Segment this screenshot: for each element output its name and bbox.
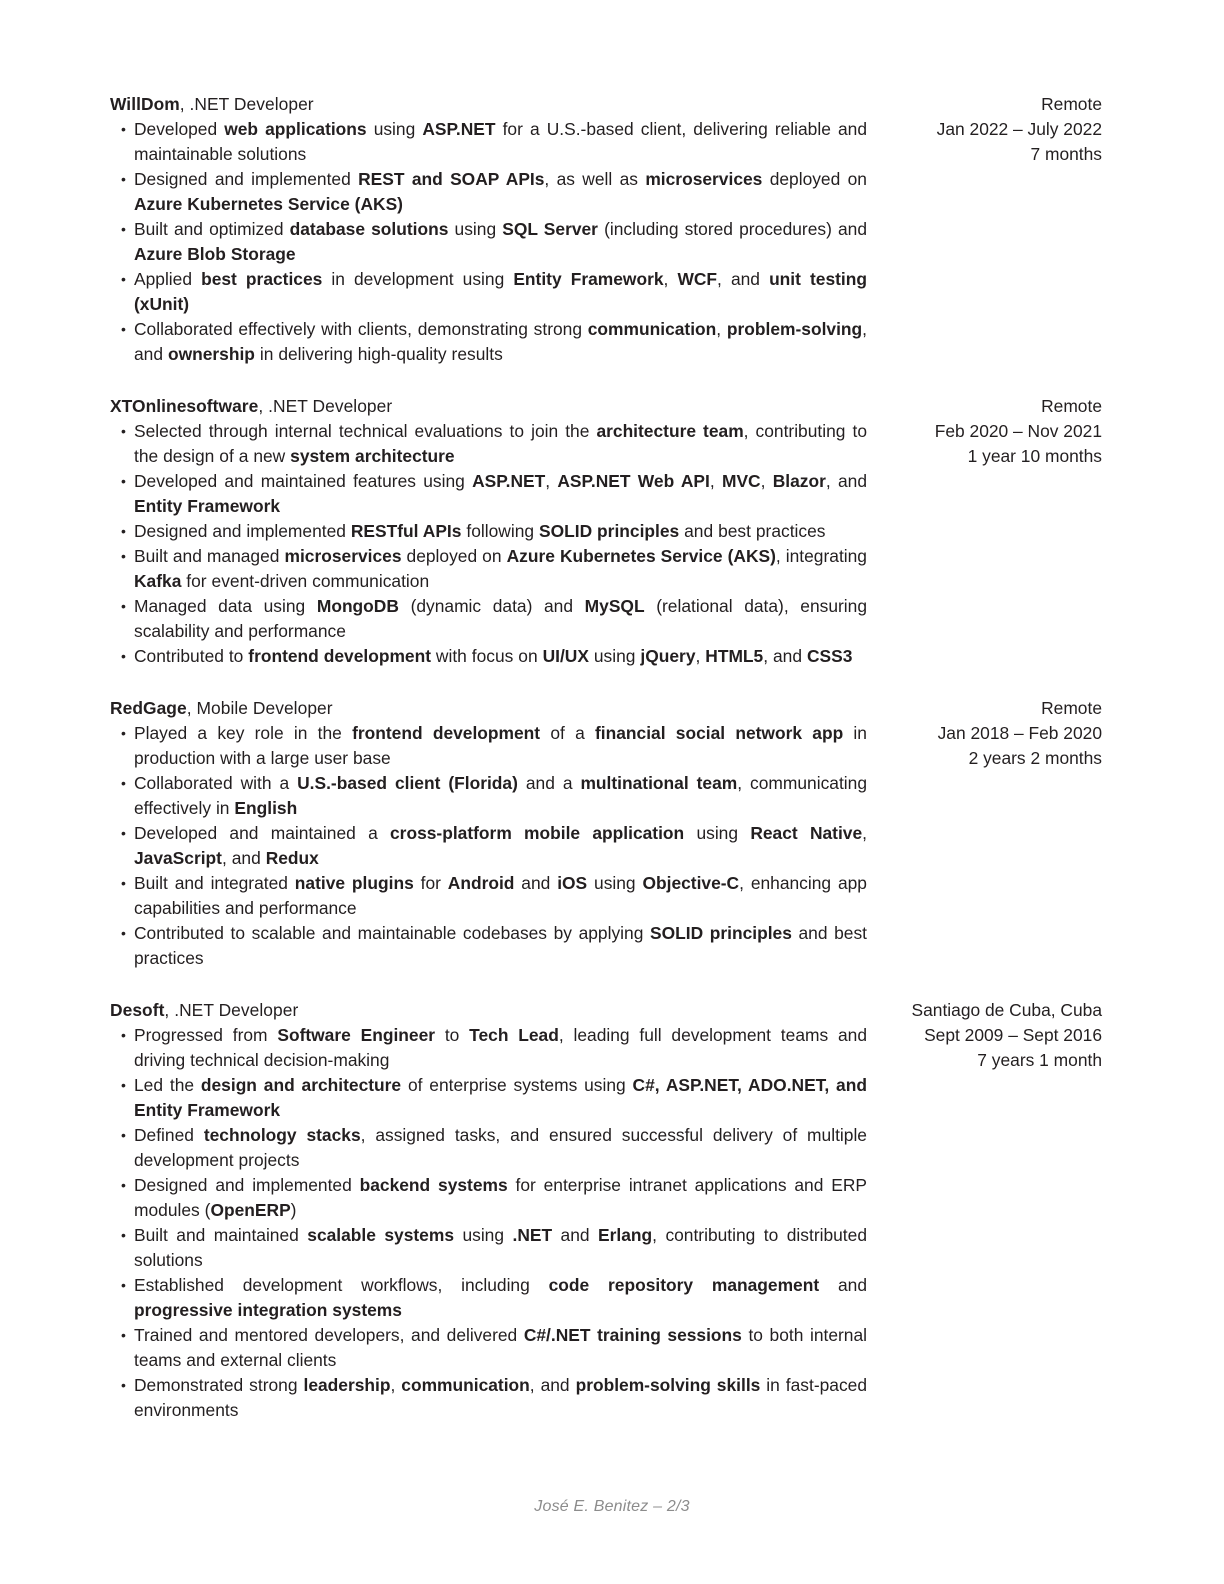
- highlight-text: C#/.NET training sessions: [523, 1325, 742, 1345]
- body-text: Demonstrated strong: [134, 1375, 304, 1395]
- body-text: ,: [862, 823, 867, 843]
- responsibility-item: [110, 167, 867, 217]
- responsibility-item: [110, 469, 867, 519]
- job-duration: 2 years 2 months: [968, 748, 1102, 768]
- company-role-separator: ,: [186, 698, 197, 718]
- body-text: to: [435, 1025, 470, 1045]
- highlight-text: MVC: [721, 471, 761, 491]
- highlight-text: problem-solving: [726, 319, 863, 339]
- highlight-text: Entity Framework: [513, 269, 664, 289]
- highlight-text: technology stacks: [203, 1125, 361, 1145]
- body-text: Defined: [134, 1125, 204, 1145]
- body-text: deployed on: [762, 169, 867, 189]
- highlight-text: REST and SOAP APIs: [358, 169, 545, 189]
- company-role-separator: ,: [179, 94, 190, 114]
- responsibility-item: [110, 217, 867, 267]
- highlight-text: Entity Framework: [134, 496, 281, 516]
- body-text: and best practices: [134, 923, 868, 968]
- responsibility-item: [110, 594, 867, 644]
- highlight-text: MySQL: [584, 596, 645, 616]
- body-text: , and: [717, 269, 770, 289]
- body-text: Built and maintained: [134, 1225, 308, 1245]
- responsibility-item: [110, 921, 867, 971]
- job-title: .NET Developer: [268, 396, 393, 416]
- body-text: ,: [760, 471, 773, 491]
- responsibility-item: [110, 721, 867, 771]
- body-text: in fast-paced environments: [134, 1375, 867, 1420]
- highlight-text: progressive integration systems: [134, 1300, 402, 1320]
- body-text: Built and managed: [134, 546, 285, 566]
- highlight-text: SOLID principles: [650, 923, 792, 943]
- responsibility-item: [110, 871, 867, 921]
- highlight-text: microservices: [645, 169, 763, 189]
- highlight-text: Azure Blob Storage: [134, 244, 296, 264]
- responsibility-item: [110, 771, 867, 821]
- highlight-text: frontend development: [352, 723, 541, 743]
- highlight-text: C#, ASP.NET, ADO.NET, and Entity Framework: [134, 1075, 867, 1120]
- experience-section: [110, 92, 1102, 1423]
- experience-meta: [802, 998, 1102, 1073]
- body-text: in production with a large user base: [134, 723, 867, 768]
- body-text: Played a key role in the: [134, 723, 353, 743]
- company-role-separator: ,: [258, 396, 269, 416]
- company-role-heading: [110, 394, 867, 419]
- body-text: (including stored procedures) and: [597, 219, 867, 239]
- body-text: of a: [540, 723, 596, 743]
- responsibility-item: [110, 1173, 867, 1223]
- body-text: ): [290, 1200, 297, 1220]
- job-location: Remote: [1041, 698, 1102, 718]
- body-text: Developed and maintained a: [134, 823, 391, 843]
- experience-meta: [802, 394, 1102, 469]
- highlight-text: Kafka: [134, 571, 182, 591]
- highlight-text: React Native: [750, 823, 863, 843]
- highlight-text: database solutions: [289, 219, 449, 239]
- body-text: Managed data using: [134, 596, 317, 616]
- highlight-text: Blazor: [772, 471, 826, 491]
- highlight-text: jQuery: [640, 646, 696, 666]
- job-title: .NET Developer: [189, 94, 314, 114]
- highlight-text: frontend development: [248, 646, 431, 666]
- job-title: Mobile Developer: [196, 698, 333, 718]
- job-date-range: Feb 2020 – Nov 2021: [934, 421, 1102, 441]
- body-text: Established development workflows, including: [134, 1275, 549, 1295]
- body-text: in delivering high-quality results: [254, 344, 503, 364]
- highlight-text: problem-solving skills: [575, 1375, 761, 1395]
- responsibility-item: [110, 1073, 867, 1123]
- body-text: , and: [529, 1375, 576, 1395]
- highlight-text: Objective-C: [642, 873, 740, 893]
- highlight-text: U.S.-based client (Florida): [297, 773, 518, 793]
- highlight-text: code repository management: [548, 1275, 820, 1295]
- body-text: and a: [517, 773, 581, 793]
- responsibility-item: [110, 544, 867, 594]
- highlight-text: ownership: [167, 344, 255, 364]
- company-name: WillDom: [110, 94, 180, 114]
- body-text: , communicating effectively in: [134, 773, 867, 818]
- highlight-text: SQL Server: [502, 219, 598, 239]
- body-text: Designed and implemented: [134, 521, 351, 541]
- job-duration: 7 months: [1030, 144, 1102, 164]
- body-text: for enterprise intranet applications and ERP modules (: [134, 1175, 867, 1220]
- experience-entry-body: [110, 394, 867, 669]
- body-text: Designed and implemented: [134, 169, 359, 189]
- highlight-text: .NET: [512, 1225, 553, 1245]
- body-text: Progressed from: [134, 1025, 278, 1045]
- company-role-heading: [110, 696, 867, 721]
- body-text: Contributed to scalable and maintainable codebases by applying: [134, 923, 650, 943]
- job-location: Santiago de Cuba, Cuba: [911, 1000, 1102, 1020]
- highlight-text: Tech Lead: [469, 1025, 559, 1045]
- highlight-text: JavaScript: [134, 848, 222, 868]
- body-text: , and: [825, 471, 868, 491]
- highlight-text: CSS3: [806, 646, 853, 666]
- responsibility-list: [110, 1023, 867, 1423]
- highlight-text: WCF: [677, 269, 718, 289]
- highlight-text: ASP.NET Web API: [557, 471, 710, 491]
- body-text: , and: [763, 646, 807, 666]
- company-role-heading: [110, 92, 867, 117]
- job-date-range: Sept 2009 – Sept 2016: [924, 1025, 1102, 1045]
- highlight-text: design and architecture: [200, 1075, 402, 1095]
- body-text: ,: [390, 1375, 402, 1395]
- body-text: ,: [545, 471, 558, 491]
- highlight-text: Azure Kubernetes Service (AKS): [134, 194, 403, 214]
- responsibility-item: [110, 1373, 867, 1423]
- highlight-text: communication: [401, 1375, 530, 1395]
- job-date-range: Jan 2018 – Feb 2020: [937, 723, 1102, 743]
- responsibility-item: [110, 1223, 867, 1273]
- responsibility-item: [110, 1023, 867, 1073]
- highlight-text: iOS: [557, 873, 588, 893]
- experience-entry: [110, 92, 1102, 367]
- body-text: and: [819, 1275, 867, 1295]
- highlight-text: SOLID principles: [538, 521, 680, 541]
- company-role-separator: ,: [164, 1000, 175, 1020]
- body-text: ,: [716, 319, 727, 339]
- highlight-text: unit testing (xUnit): [134, 269, 868, 314]
- body-text: , as well as: [544, 169, 646, 189]
- body-text: following: [461, 521, 539, 541]
- highlight-text: Android: [447, 873, 515, 893]
- company-role-heading: [110, 998, 867, 1023]
- job-duration: 1 year 10 months: [967, 446, 1102, 466]
- body-text: for: [413, 873, 448, 893]
- body-text: for event-driven communication: [181, 571, 430, 591]
- highlight-text: web applications: [224, 119, 367, 139]
- highlight-text: OpenERP: [210, 1200, 291, 1220]
- highlight-text: native plugins: [294, 873, 414, 893]
- highlight-text: UI/UX: [542, 646, 589, 666]
- body-text: Developed: [134, 119, 225, 139]
- highlight-text: Software Engineer: [277, 1025, 436, 1045]
- highlight-text: Erlang: [598, 1225, 653, 1245]
- body-text: with focus on: [431, 646, 543, 666]
- highlight-text: architecture team: [596, 421, 744, 441]
- body-text: Developed and maintained features using: [134, 471, 473, 491]
- responsibility-item: [110, 821, 867, 871]
- responsibility-item: [110, 519, 867, 544]
- body-text: , assigned tasks, and ensured successful delivery of multiple development projects: [134, 1125, 867, 1170]
- highlight-text: ASP.NET: [422, 119, 496, 139]
- highlight-text: backend systems: [359, 1175, 508, 1195]
- experience-entry: [110, 394, 1102, 669]
- body-text: , integrating: [775, 546, 867, 566]
- body-text: Led the: [134, 1075, 201, 1095]
- body-text: (relational data), ensuring scalability and performance: [134, 596, 868, 641]
- body-text: , contributing to the design of a new: [134, 421, 867, 466]
- responsibility-list: [110, 721, 867, 971]
- responsibility-item: [110, 644, 867, 669]
- responsibility-item: [110, 1273, 867, 1323]
- highlight-text: leadership: [303, 1375, 391, 1395]
- responsibility-item: [110, 419, 867, 469]
- job-duration: 7 years 1 month: [977, 1050, 1102, 1070]
- responsibility-item: [110, 117, 867, 167]
- body-text: using: [684, 823, 751, 843]
- highlight-text: microservices: [284, 546, 402, 566]
- body-text: ,: [663, 269, 678, 289]
- body-text: Trained and mentored developers, and delivered: [134, 1325, 524, 1345]
- responsibility-item: [110, 267, 867, 317]
- body-text: using: [448, 219, 503, 239]
- highlight-text: scalable systems: [307, 1225, 454, 1245]
- highlight-text: Azure Kubernetes Service (AKS): [506, 546, 776, 566]
- body-text: using: [587, 873, 643, 893]
- job-title: .NET Developer: [174, 1000, 299, 1020]
- job-location: Remote: [1041, 396, 1102, 416]
- body-text: in development using: [322, 269, 514, 289]
- experience-entry: [110, 696, 1102, 971]
- body-text: , and: [134, 319, 867, 364]
- highlight-text: HTML5: [705, 646, 764, 666]
- experience-entry-body: [110, 92, 867, 367]
- highlight-text: communication: [587, 319, 717, 339]
- body-text: deployed on: [401, 546, 507, 566]
- highlight-text: English: [234, 798, 298, 818]
- responsibility-item: [110, 317, 867, 367]
- body-text: of enterprise systems using: [401, 1075, 633, 1095]
- highlight-text: best practices: [201, 269, 323, 289]
- responsibility-list: [110, 419, 867, 669]
- body-text: Selected through internal technical evaluations to join the: [134, 421, 597, 441]
- body-text: and: [552, 1225, 599, 1245]
- body-text: , contributing to distributed solutions: [134, 1225, 867, 1270]
- body-text: (dynamic data) and: [398, 596, 585, 616]
- highlight-text: system architecture: [290, 446, 455, 466]
- body-text: for a U.S.-based client, delivering reliable and maintainable solutions: [134, 119, 867, 164]
- highlight-text: financial social network app: [595, 723, 844, 743]
- body-text: Collaborated effectively with clients, demonstrating strong: [134, 319, 588, 339]
- experience-entry-body: [110, 998, 867, 1423]
- page-footer: José E. Benitez – 2/3: [534, 1498, 690, 1515]
- company-name: Desoft: [110, 1000, 165, 1020]
- body-text: ,: [709, 471, 722, 491]
- body-text: using: [454, 1225, 513, 1245]
- body-text: , and: [221, 848, 266, 868]
- body-text: Built and integrated: [134, 873, 295, 893]
- body-text: and: [514, 873, 558, 893]
- company-name: RedGage: [110, 698, 187, 718]
- highlight-text: cross-platform mobile application: [390, 823, 685, 843]
- body-text: Designed and implemented: [134, 1175, 360, 1195]
- responsibility-list: [110, 117, 867, 367]
- experience-meta: [802, 92, 1102, 167]
- body-text: and best practices: [679, 521, 826, 541]
- body-text: Built and optimized: [134, 219, 290, 239]
- body-text: using: [366, 119, 423, 139]
- highlight-text: MongoDB: [316, 596, 399, 616]
- body-text: , leading full development teams and driving technical decision-making: [134, 1025, 867, 1070]
- highlight-text: ASP.NET: [472, 471, 546, 491]
- experience-entry: [110, 998, 1102, 1423]
- body-text: using: [588, 646, 641, 666]
- highlight-text: Redux: [265, 848, 319, 868]
- body-text: Applied: [134, 269, 202, 289]
- body-text: ,: [695, 646, 706, 666]
- responsibility-item: [110, 1123, 867, 1173]
- job-location: Remote: [1041, 94, 1102, 114]
- highlight-text: multinational team: [580, 773, 738, 793]
- experience-entry-body: [110, 696, 867, 971]
- company-name: XTOnlinesoftware: [110, 396, 259, 416]
- body-text: Collaborated with a: [134, 773, 298, 793]
- body-text: Contributed to: [134, 646, 249, 666]
- job-date-range: Jan 2022 – July 2022: [936, 119, 1102, 139]
- highlight-text: RESTful APIs: [350, 521, 462, 541]
- body-text: to both internal teams and external clients: [134, 1325, 867, 1370]
- responsibility-item: [110, 1323, 867, 1373]
- body-text: , enhancing app capabilities and performance: [134, 873, 867, 918]
- experience-meta: [802, 696, 1102, 771]
